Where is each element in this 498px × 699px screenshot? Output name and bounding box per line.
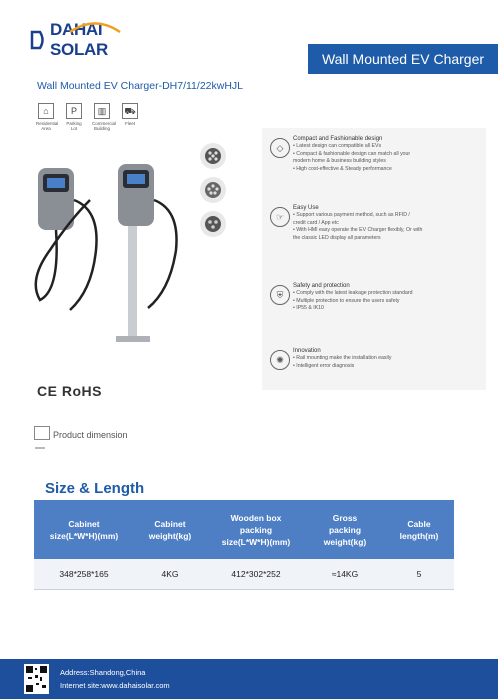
hand-icon: ☞ bbox=[270, 207, 290, 227]
building-icon: ▥ bbox=[94, 103, 110, 119]
size-table bbox=[34, 500, 454, 590]
footer-address: Address:Shandong,China bbox=[60, 668, 146, 677]
size-length-title: Size & Length bbox=[45, 480, 145, 497]
table-cell: 5 bbox=[416, 569, 422, 579]
table-row bbox=[34, 559, 454, 590]
scene-label: Lot bbox=[70, 126, 78, 131]
feature-line: • Compact & fashionable design can match all your bbox=[293, 150, 411, 157]
scene-label: Residential bbox=[36, 121, 59, 126]
column-header: Gross packing weight(kg) bbox=[323, 512, 367, 547]
footer-bar bbox=[0, 659, 498, 699]
plug-icon bbox=[200, 177, 226, 203]
scene-label: Commercial bbox=[92, 121, 117, 126]
feature-line: • Comply with the latest leakage protection standard bbox=[293, 290, 413, 296]
page-banner: Wall Mounted EV Charger bbox=[308, 44, 498, 74]
features-panel bbox=[262, 128, 486, 390]
table-cell: ≈14KG bbox=[331, 569, 359, 579]
scene-label: Fleet bbox=[124, 121, 135, 126]
logo-mark-icon bbox=[30, 30, 46, 50]
parking-icon: P bbox=[66, 103, 82, 119]
plug-icon bbox=[200, 211, 226, 237]
scene-label: Parking bbox=[66, 121, 82, 126]
scene-label: Building bbox=[93, 126, 110, 131]
product-title: Wall Mounted EV Charger-DH7/11/22kwHJL bbox=[37, 80, 244, 92]
feature-title: Easy Use bbox=[293, 205, 319, 211]
type2-plug-icon bbox=[200, 143, 226, 169]
bulb-icon: ✺ bbox=[270, 350, 290, 370]
qr-code-icon bbox=[24, 664, 49, 694]
column-header: Cable length(m) bbox=[399, 518, 439, 541]
feature-title: Compact and Fashionable design bbox=[293, 136, 383, 142]
ruler-icon bbox=[35, 447, 45, 449]
table-cell: 348*258*165 bbox=[59, 569, 109, 579]
feature-line: credit card / App etc bbox=[293, 219, 339, 226]
scene-fleet bbox=[120, 103, 140, 131]
house-icon: ⌂ bbox=[38, 103, 54, 119]
footer-website[interactable]: Internet site:www.dahaisolar.com bbox=[60, 681, 170, 690]
feature-line: • Intelligent error diagnosis bbox=[293, 362, 355, 369]
feature-line: • IP55 & IK10 bbox=[293, 305, 324, 311]
scene-commercial bbox=[92, 103, 117, 131]
scene-icons bbox=[36, 103, 140, 131]
dimension-checkbox-icon bbox=[34, 426, 50, 440]
diamond-icon: ◇ bbox=[270, 138, 290, 158]
scene-residential bbox=[36, 103, 59, 131]
column-header: Cabinet size(L*W*H)(mm) bbox=[49, 518, 119, 541]
feature-line: • Latest design can compatible all EVs bbox=[293, 143, 382, 149]
car-icon: ⛟ bbox=[122, 103, 138, 119]
brand-name: DAHAI SOLAR bbox=[50, 20, 109, 59]
sun-arc-icon bbox=[66, 21, 124, 33]
feature-line: • Rail mounting make the installation easily bbox=[293, 355, 392, 361]
column-header: Cabinet weight(kg) bbox=[148, 518, 192, 541]
scene-parking bbox=[64, 103, 84, 131]
feature-line: • Multiple protection to ensure the users safety bbox=[293, 297, 400, 304]
feature-line: • High cost-effective & Steady performance bbox=[293, 165, 392, 172]
table-cell: 4KG bbox=[161, 569, 179, 579]
feature-line: modern home & business building styles bbox=[293, 158, 386, 164]
scene-label: Area bbox=[41, 126, 51, 131]
certification-marks: CE RoHS bbox=[37, 383, 102, 399]
product-dimension-label: Product dimension bbox=[53, 430, 128, 440]
feature-title: Innovation bbox=[293, 348, 321, 354]
table-cell: 412*302*252 bbox=[231, 569, 281, 579]
shield-icon: ⛨ bbox=[270, 285, 290, 305]
feature-line: • With HMI easy operate the EV Charger flexibly, Or with bbox=[293, 227, 423, 233]
feature-title: Safety and protection bbox=[293, 283, 350, 289]
connector-types bbox=[200, 143, 226, 245]
table-header bbox=[34, 500, 454, 559]
feature-line: • Support various payment method, such as RFID / bbox=[293, 212, 410, 218]
column-header: Wooden box packing size(L*W*H)(mm) bbox=[221, 512, 291, 547]
feature-line: the classic LED display all parameters bbox=[293, 234, 381, 241]
